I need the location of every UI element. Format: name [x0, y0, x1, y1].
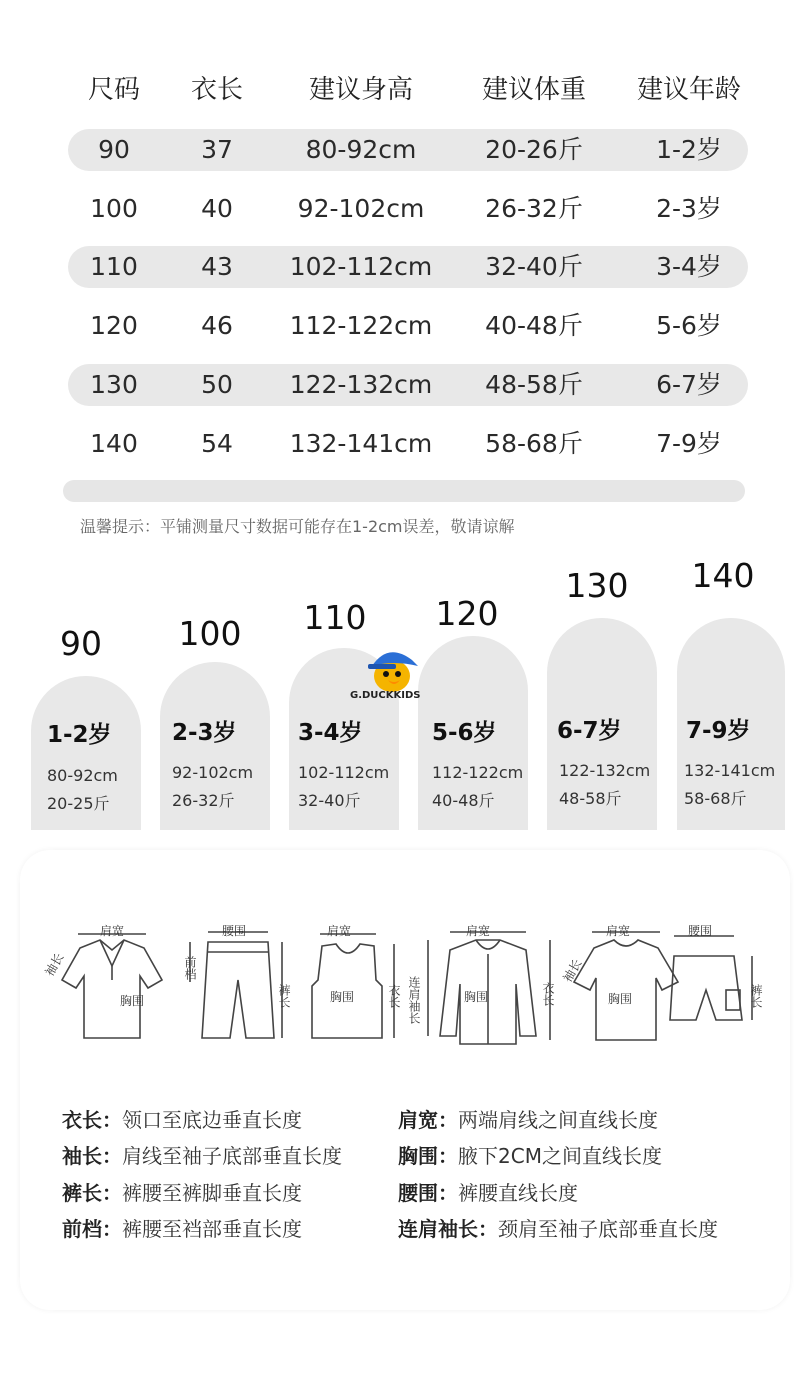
definition-term: 肩宽：	[398, 1108, 458, 1132]
tank-top-icon	[312, 934, 394, 1038]
label-front-rise: 前档	[183, 956, 197, 980]
card-weight: 32-40斤	[298, 791, 361, 810]
cell-height: 122-132cm	[289, 370, 433, 399]
definition-desc: 颈肩至袖子底部垂直长度	[498, 1217, 718, 1241]
card-weight: 48-58斤	[559, 789, 622, 808]
definition-item	[398, 1213, 718, 1242]
cell-size: 130	[90, 370, 138, 399]
size-card	[31, 676, 141, 830]
card-height: 122-132cm	[559, 761, 651, 780]
cell-weight: 58-68斤	[485, 429, 583, 458]
header-length: 衣长	[190, 75, 243, 105]
label-sleeve: 袖长	[42, 950, 67, 979]
cell-weight: 32-40斤	[485, 252, 583, 281]
definition-desc: 腋下2CM之间直线长度	[458, 1144, 662, 1168]
header-height: 建议身高	[308, 75, 413, 105]
label-sleeve: 袖长	[560, 956, 585, 985]
card-age: 3-4岁	[298, 720, 363, 746]
cell-length: 43	[201, 252, 233, 281]
cell-weight: 48-58斤	[485, 370, 583, 399]
cell-length: 40	[201, 194, 233, 223]
label-length: 衣长	[541, 982, 555, 1006]
cell-age: 6-7岁	[656, 370, 722, 399]
definition-desc: 裤腰直线长度	[458, 1181, 578, 1205]
label-shoulder: 肩宽	[606, 924, 631, 938]
definition-desc: 领口至底边垂直长度	[122, 1108, 302, 1132]
definition-item	[62, 1177, 302, 1206]
table-footer-bar	[63, 480, 745, 502]
header-size: 尺码	[87, 75, 140, 105]
table-row	[0, 422, 810, 466]
card-weight: 40-48斤	[432, 791, 495, 810]
table-row	[0, 304, 810, 348]
card-age: 2-3岁	[172, 720, 237, 746]
table-row	[0, 363, 810, 407]
label-pants-length: 裤长	[749, 984, 763, 1008]
table-row	[0, 128, 810, 172]
t-shirt-icon	[550, 932, 678, 1040]
cell-height: 132-141cm	[289, 429, 433, 458]
cell-length: 50	[201, 370, 233, 399]
size-card	[160, 662, 270, 830]
label-shoulder: 肩宽	[327, 924, 352, 938]
definition-item	[398, 1140, 662, 1169]
definition-desc: 两端肩线之间直线长度	[458, 1108, 658, 1132]
label-waist: 腰围	[222, 924, 247, 938]
cell-length: 46	[201, 311, 233, 340]
size-card	[547, 618, 657, 830]
cell-height: 80-92cm	[305, 135, 417, 164]
cell-age: 2-3岁	[656, 194, 722, 223]
card-height: 80-92cm	[47, 766, 118, 785]
card-size-label: 90	[60, 624, 102, 663]
card-height: 132-141cm	[684, 761, 776, 780]
definition-term: 胸围：	[398, 1144, 458, 1168]
card-height: 102-112cm	[298, 763, 390, 782]
label-length: 衣长	[387, 984, 401, 1008]
cell-age: 3-4岁	[656, 252, 722, 281]
definition-term: 连肩袖长：	[398, 1217, 498, 1241]
brand-logo-text: G.DUCKKIDS	[350, 690, 421, 701]
definition-item	[398, 1177, 578, 1206]
label-raglan-sleeve: 连肩袖长	[407, 976, 421, 1024]
definition-term: 腰围：	[398, 1181, 458, 1205]
polo-shirt-icon	[62, 934, 162, 1038]
definition-item	[62, 1104, 302, 1133]
size-card	[677, 618, 785, 830]
definition-term: 袖长：	[62, 1144, 122, 1168]
label-chest: 胸围	[330, 990, 355, 1004]
card-weight: 26-32斤	[172, 791, 235, 810]
card-age: 1-2岁	[47, 722, 112, 748]
definition-term: 前档：	[62, 1217, 122, 1241]
shorts-icon	[670, 936, 752, 1020]
cell-age: 1-2岁	[656, 135, 722, 164]
definition-item	[398, 1104, 658, 1133]
label-chest: 胸围	[120, 994, 145, 1008]
cell-length: 54	[201, 429, 233, 458]
cell-age: 5-6岁	[656, 311, 722, 340]
card-size-label: 110	[303, 598, 367, 637]
cell-weight: 20-26斤	[485, 135, 583, 164]
cell-size: 140	[90, 429, 138, 458]
label-waist: 腰围	[688, 924, 713, 938]
table-row	[0, 245, 810, 289]
card-age: 6-7岁	[557, 718, 622, 744]
card-height: 112-122cm	[432, 763, 524, 782]
definition-item	[62, 1140, 342, 1169]
table-row	[0, 187, 810, 231]
definition-desc: 肩线至袖子底部垂直长度	[122, 1144, 342, 1168]
cell-size: 90	[98, 135, 130, 164]
cell-length: 37	[201, 135, 233, 164]
card-size-label: 130	[565, 566, 629, 605]
card-age: 7-9岁	[686, 718, 751, 744]
card-size-label: 140	[691, 556, 755, 595]
label-shoulder: 肩宽	[100, 924, 125, 938]
label-pants-length: 裤长	[277, 984, 291, 1008]
cell-size: 110	[90, 252, 138, 281]
card-size-label: 120	[435, 594, 499, 633]
definition-item	[62, 1213, 302, 1242]
table-header	[0, 68, 810, 112]
cell-size: 100	[90, 194, 138, 223]
cell-size: 120	[90, 311, 138, 340]
header-weight: 建议体重	[481, 75, 586, 105]
cell-weight: 40-48斤	[485, 311, 583, 340]
cell-height: 112-122cm	[289, 311, 433, 340]
definition-desc: 裤腰至裆部垂直长度	[122, 1217, 302, 1241]
pants-icon	[190, 932, 282, 1038]
definition-term: 衣长：	[62, 1108, 122, 1132]
cell-age: 7-9岁	[656, 429, 722, 458]
measurement-note: 温馨提示：平铺测量尺寸数据可能存在1-2cm误差，敬请谅解	[80, 517, 515, 536]
garment-diagrams	[30, 910, 780, 1070]
card-height: 92-102cm	[172, 763, 254, 782]
definition-term: 裤长：	[62, 1181, 122, 1205]
cell-weight: 26-32斤	[485, 194, 583, 223]
cell-height: 92-102cm	[297, 194, 425, 223]
definition-desc: 裤腰至裤脚垂直长度	[122, 1181, 302, 1205]
header-age: 建议年龄	[636, 75, 741, 105]
card-weight: 58-68斤	[684, 789, 747, 808]
card-weight: 20-25斤	[47, 794, 110, 813]
label-chest: 胸围	[464, 990, 489, 1004]
label-chest: 胸围	[608, 992, 633, 1006]
card-age: 5-6岁	[432, 720, 497, 746]
label-shoulder: 肩宽	[466, 924, 491, 938]
card-size-label: 100	[178, 614, 242, 653]
cell-height: 102-112cm	[289, 252, 433, 281]
